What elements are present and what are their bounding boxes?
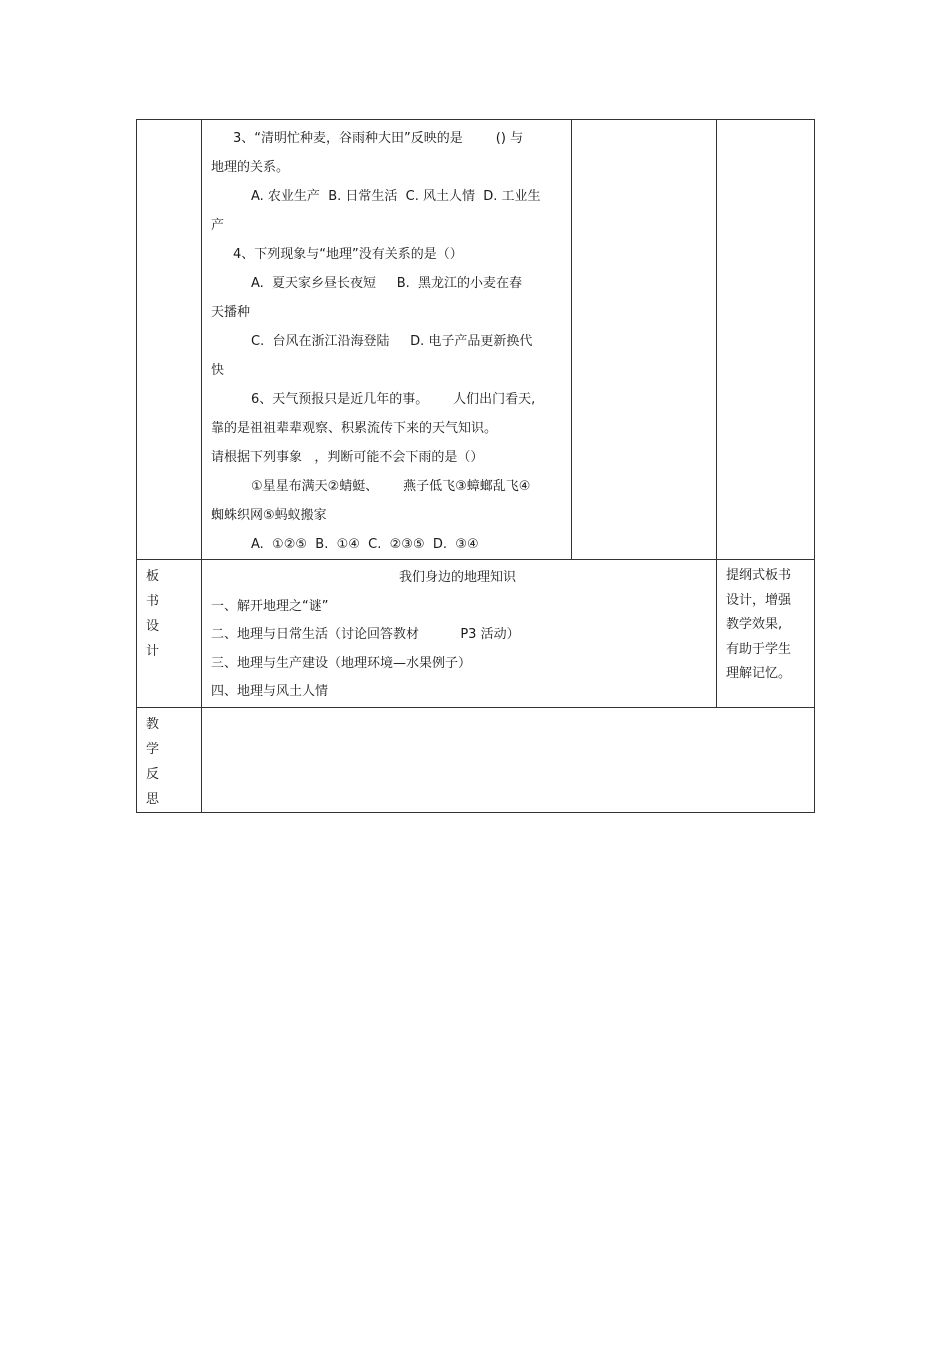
reflection-content-cell [202,707,815,812]
board-item: 二、地理与日常生活（讨论回答教材 P3 活动） [211,627,520,642]
q6-line1: 6、天气预报只是近几年的事。 人们出门看天, [251,392,536,407]
reflection-label-char: 反 [146,766,160,782]
questions-label-cell [137,120,202,560]
board-design-label-cell [137,560,202,708]
board-label-char: 设 [146,619,160,634]
q4-option-c-line2: 快 [211,363,225,378]
board-design-note-cell [717,560,815,708]
q4-line1: 4、下列现象与“地理”没有关系的是（） [233,247,463,262]
reflection-label-char: 教 [146,716,160,732]
board-item: 四、地理与风土人情 [211,684,329,699]
questions-row [137,120,815,560]
questions-empty-cell-3 [572,120,717,560]
board-note-line: 有助于学生 [726,641,792,657]
questions-cell [202,120,572,560]
questions-empty-cell-4 [717,120,815,560]
board-note-line: 理解记忆。 [726,666,792,681]
q6-line2: 靠的是祖祖辈辈观察、积累流传下来的天气知识。 [211,421,498,436]
board-design-row [137,560,815,708]
board-title: 我们身边的地理知识 [398,570,516,585]
q3-line2: 地理的关系。 [211,160,290,175]
q4-option-a-line2: 天播种 [211,305,251,320]
q3-options-line1: A. 农业生产 B. 日常生活 C. 风土人情 D. 工业生 [251,189,541,204]
reflection-label-char: 思 [146,791,160,807]
board-label-char: 板 [146,569,160,584]
reflection-row [137,707,815,812]
q3-options-line2: 产 [211,218,225,233]
board-label-char: 计 [146,644,160,659]
reflection-label-char: 学 [146,741,160,757]
q6-line3: 请根据下列事象 ，判断可能不会下雨的是（） [211,450,484,465]
q6-options: A. ①②⑤ B. ①④ C. ②③⑤ D. ③④ [251,537,479,552]
q4-option-c-line1: C. 台风在浙江沿海登陆 D. 电子产品更新换代 [251,334,533,349]
board-note-line: 提纲式板书 [726,568,792,583]
board-note-line: 教学效果, [726,617,783,632]
reflection-label-cell [137,707,202,812]
lesson-plan-table [136,119,815,813]
board-item: 三、地理与生产建设（地理环境—水果例子） [211,655,472,671]
board-design-content-cell [202,560,717,708]
q6-items-line1: ①星星布满天②蜻蜓、 燕子低飞③蟑螂乱飞④ [251,479,531,494]
q4-option-a-line1: A. 夏天家乡昼长夜短 B. 黑龙江的小麦在春 [251,276,523,291]
board-note-line: 设计，增强 [726,592,792,608]
board-item: 一、解开地理之“谜” [211,598,329,614]
q6-items-line2: 蜘蛛织网⑤蚂蚁搬家 [211,508,327,523]
board-label-char: 书 [146,594,160,609]
q3-line1: 3、“清明忙种麦，谷雨种大田”反映的是 () 与 [233,131,524,146]
